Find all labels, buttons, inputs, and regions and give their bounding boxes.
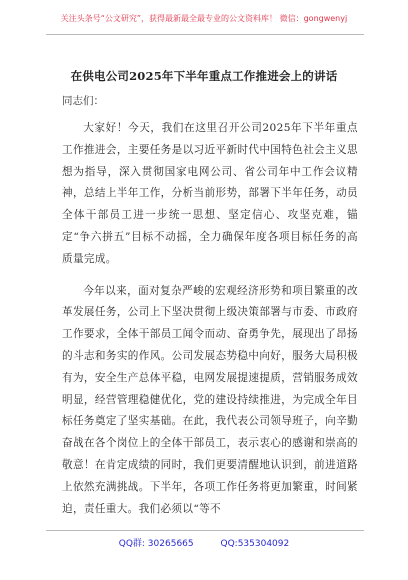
header-divider: [46, 34, 364, 35]
footer-divider: [46, 530, 364, 531]
document-title: 在供电公司2025年下半年重点工作推进会上的讲话: [70, 69, 338, 83]
footer-qq: QQ:535304092: [220, 539, 290, 549]
document-body: [62, 118, 358, 530]
paragraph: 大家好！今天，我们在这里召开公司2025年下半年重点工作推进会，主要任务是以习近平新时代中国特色社会主义思想为指导，深入贯彻国家电网公司、省公司年中工作会议精神，总结上半年工作，分析当前形势，部署下半年任务，动员全体干部员工进一步统一思想、坚定信心、攻坚克难，锚定“争六拼五”目标不动摇，全力确保年度各项目标任务的高质量完成。: [62, 122, 358, 265]
salutation: 同志们：: [62, 95, 104, 107]
footer: [0, 536, 408, 549]
paragraph: 今年以来，面对复杂严峻的宏观经济形势和项目繁重的改革发展任务，公司上下坚决贯彻上级决策部署与市委、市政府工作要求，全体干部员工闻令而动、奋勇争先，展现出了昂扬的斗志和务实的作风。公司发展态势稳中向好，服务大局积极有为，安全生产总体平稳，电网发展提速提质，营销服务成效明显，经营管理稳健优化，党的建设持续推进，为完成全年目标任务奠定了坚实基础。在此，我代表公司领导班子，向辛勤奋战在各个岗位上的全体干部员工，表示衷心的感谢和崇高的敬意！在肯定成绩的同时，我们更要清醒地认识到，前进道路上依然充满挑战。下半年，各项工作任务将更加繁重，时间紧迫，责任重大。我们必须以“等不: [62, 284, 358, 515]
footer-qq-group: QQ群: 30265665: [118, 539, 194, 549]
header-banner: 关注头条号“公文研究”，获得最新最全最专业的公文资料库！ 微信：gongwenyj: [60, 14, 348, 23]
